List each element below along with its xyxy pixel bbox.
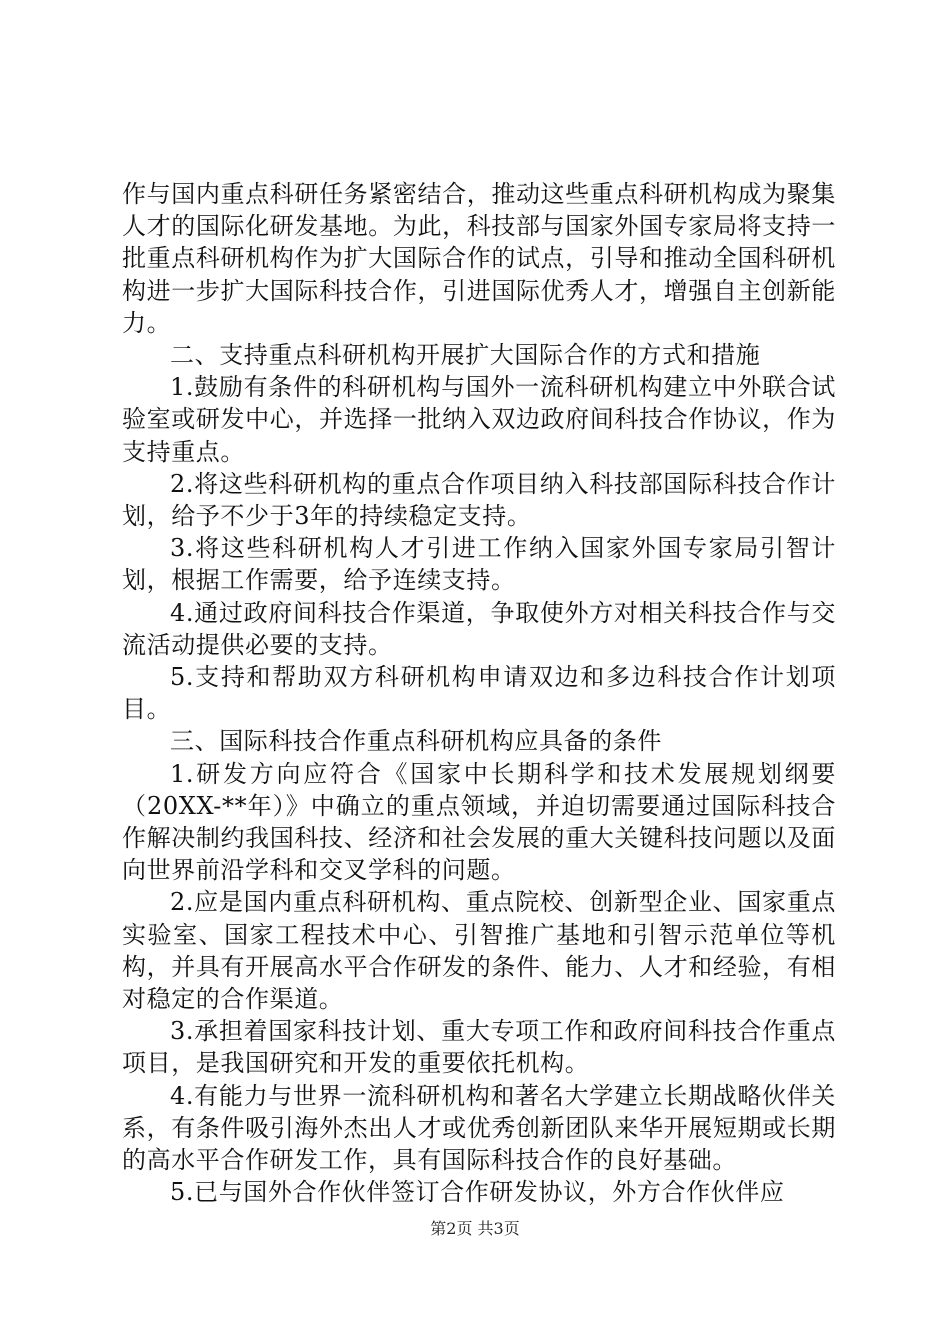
section-heading: 三、国际科技合作重点科研机构应具备的条件 — [170, 727, 662, 756]
paragraph: 2.应是国内重点科研机构、重点院校、创新型企业、国家重点实验室、国家工程技术中心、引智推广基地和引智示范单位等机构，并具有开展高水平合作研发的条件、能力、人才和经验，有相对稳定的合作渠道。 — [122, 888, 836, 1014]
paragraph: 5.支持和帮助双方科研机构申请双边和多边科技合作计划项目。 — [122, 663, 836, 724]
paragraph: 1.研发方向应符合《国家中长期科学和技术发展规划纲要（20XX-**年）》中确立的重点领域，并迫切需要通过国际科技合作解决制约我国科技、经济和社会发展的重大关键科技问题以及面向世界前沿学科和交叉学科的问题。 — [122, 759, 836, 885]
section-heading: 二、支持重点科研机构开展扩大国际合作的方式和措施 — [170, 341, 761, 370]
paragraph: 5.已与国外合作伙伴签订合作研发协议，外方合作伙伴应 — [170, 1178, 785, 1207]
paragraph: 3.将这些科研机构人才引进工作纳入国家外国专家局引智计划，根据工作需要，给予连续支持。 — [122, 534, 836, 595]
document-body — [122, 178, 836, 1209]
paragraph: 2.将这些科研机构的重点合作项目纳入科技部国际科技合作计划，给予不少于3年的持续稳定支持。 — [122, 469, 836, 531]
paragraph: 3.承担着国家科技计划、重大专项工作和政府间科技合作重点项目，是我国研究和开发的重要依托机构。 — [122, 1017, 836, 1078]
paragraph: 4.通过政府间科技合作渠道，争取使外方对相关科技合作与交流活动提供必要的支持。 — [122, 598, 836, 659]
page-footer: 第2页 共3页 — [430, 1219, 520, 1238]
paragraph: 4.有能力与世界一流科研机构和著名大学建立长期战略伙伴关系，有条件吸引海外杰出人才或优秀创新团队来华开展短期或长期的高水平合作研发工作，具有国际科技合作的良好基础。 — [122, 1081, 836, 1175]
paragraph: 作与国内重点科研任务紧密结合，推动这些重点科研机构成为聚集人才的国际化研发基地。为此，科技部与国家外国专家局将支持一批重点科研机构作为扩大国际合作的试点，引导和推动全国科研机构进一步扩大国际科技合作，引进国际优秀人才，增强自主创新能力。 — [122, 180, 836, 337]
paragraph: 1.鼓励有条件的科研机构与国外一流科研机构建立中外联合试验室或研发中心，并选择一批纳入双边政府间科技合作协议，作为支持重点。 — [122, 373, 836, 466]
